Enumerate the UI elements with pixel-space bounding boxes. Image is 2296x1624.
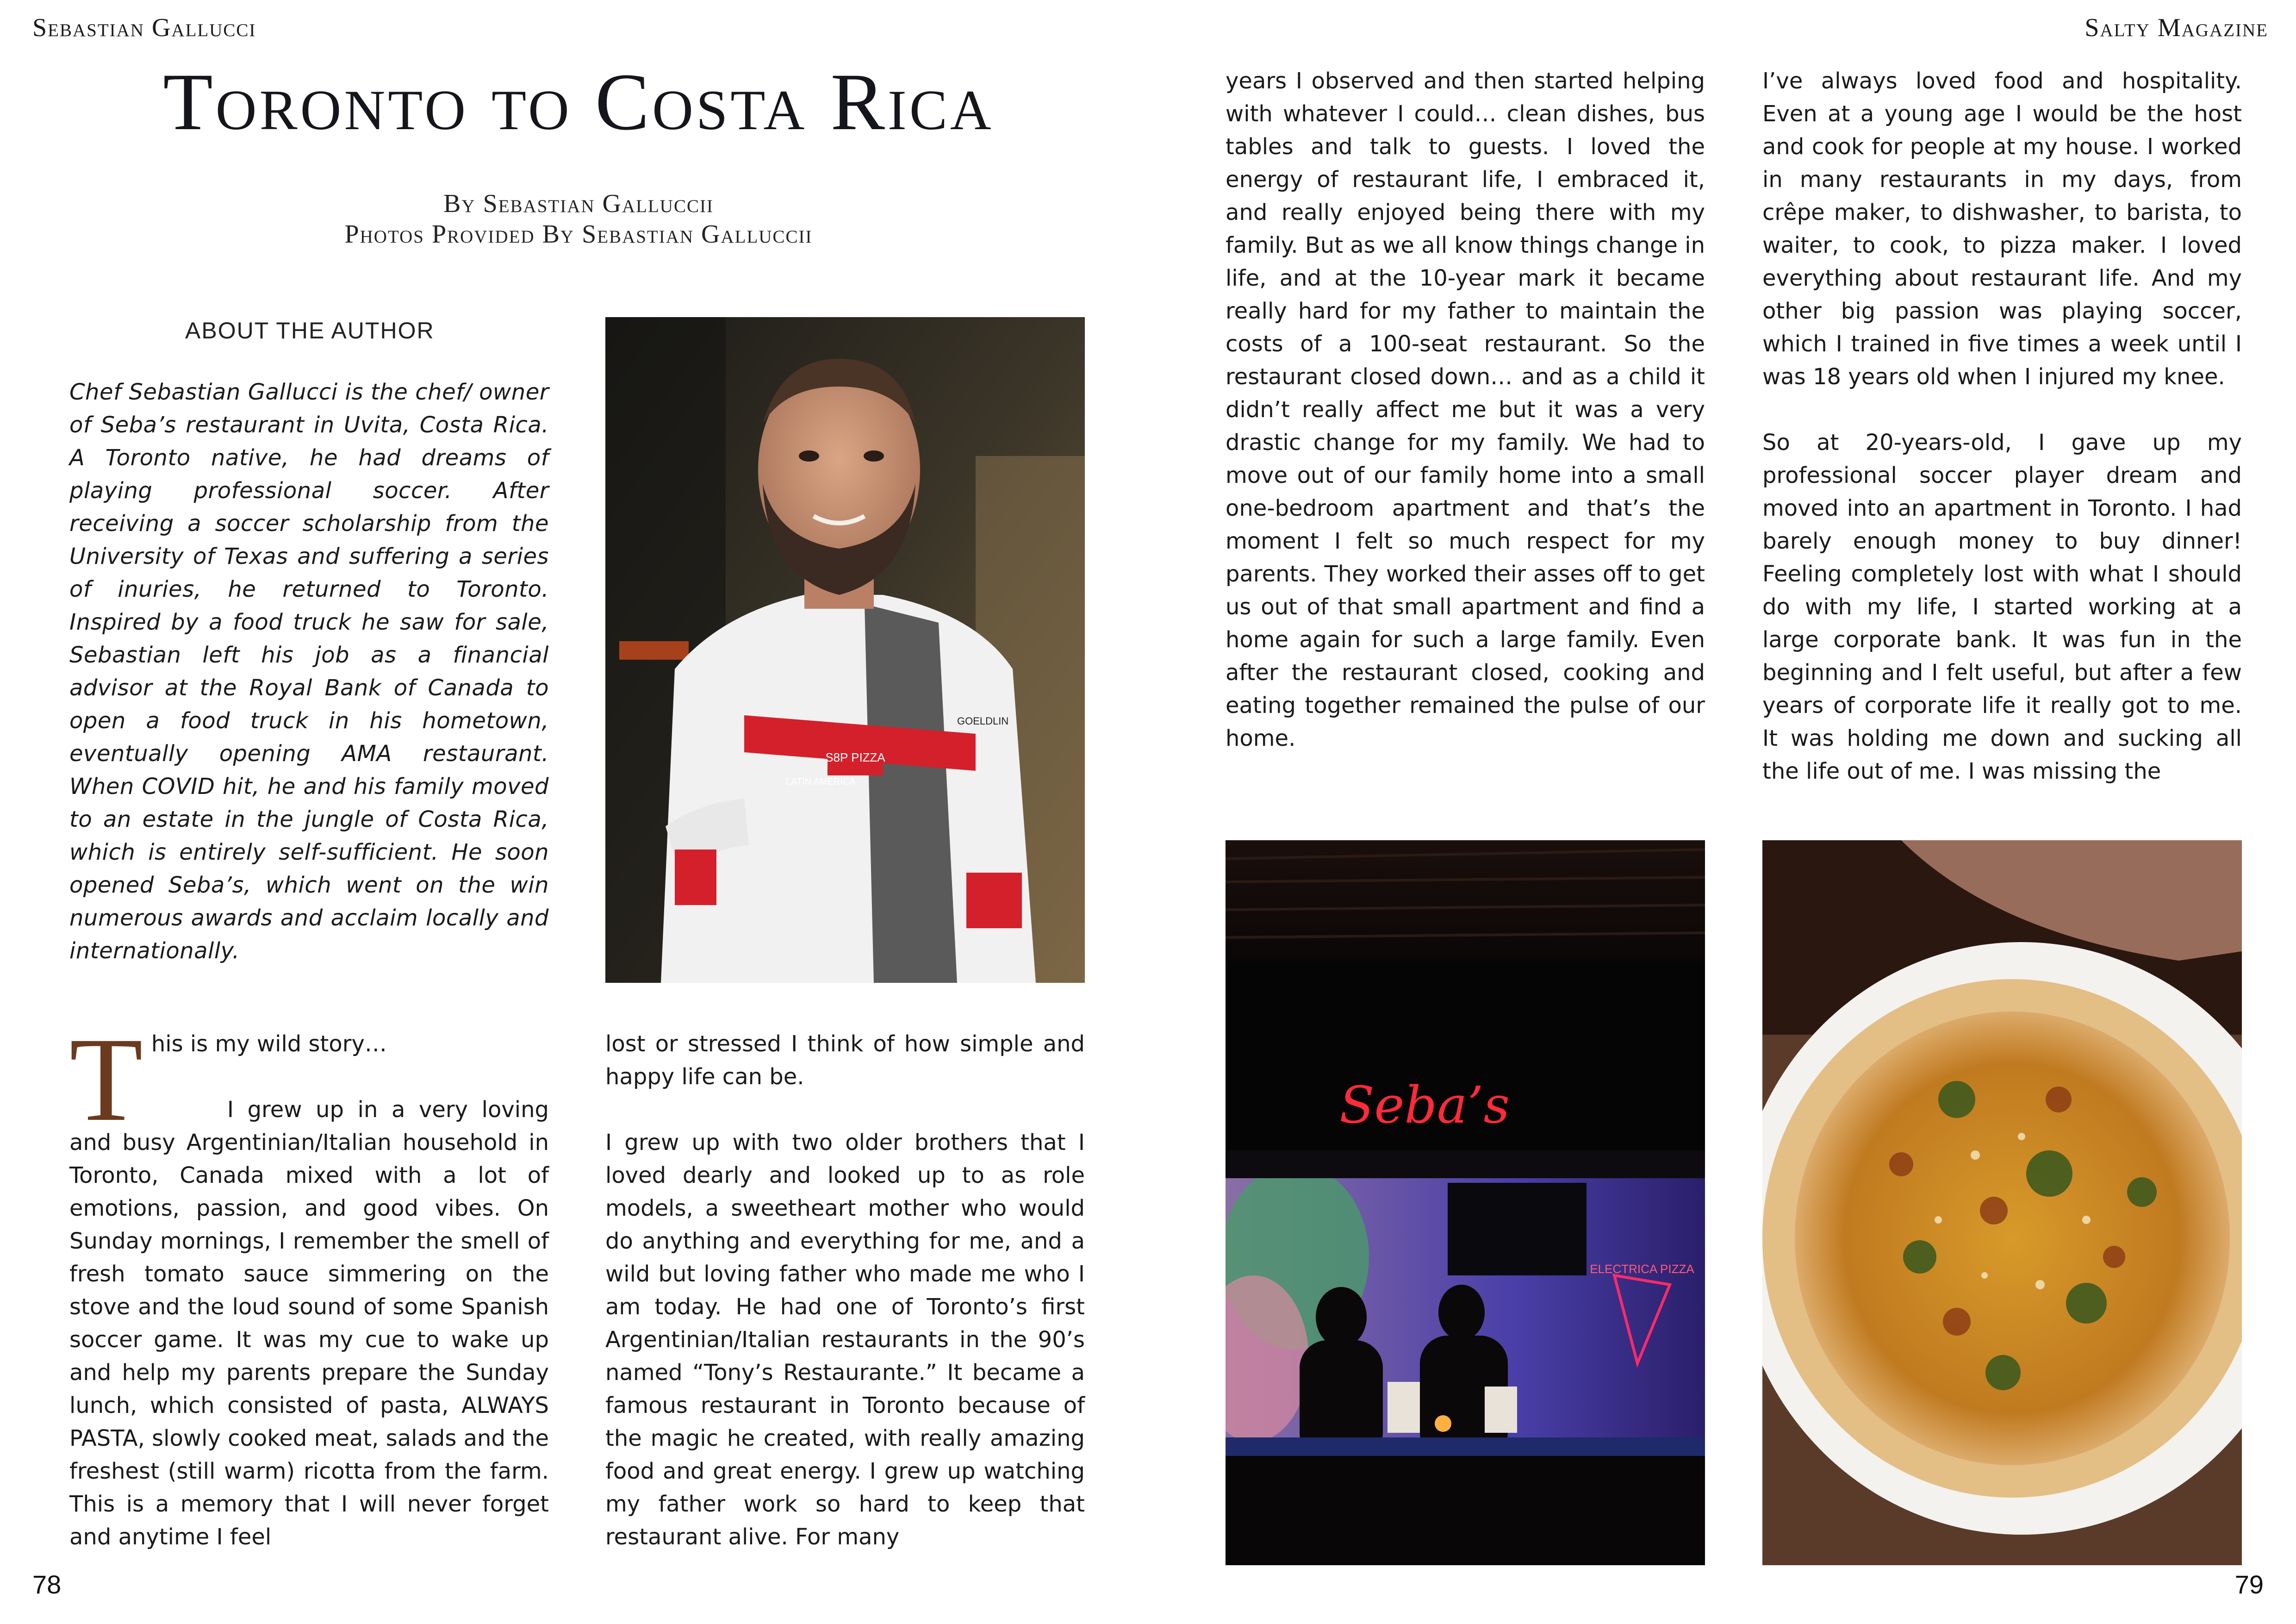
about-heading: ABOUT THE AUTHOR bbox=[185, 318, 435, 344]
story-column-3 bbox=[1226, 65, 1705, 755]
jacket-brand: GOELDLIN bbox=[957, 715, 1009, 727]
story-paragraph: I grew up in a very loving and busy Argentinian/Italian household in Toronto, Canada mixed with a lot of emotions, passion, and good vibes. On Sunday mornings, I remember the smell of fresh tomato sauce simmering on the stove and the loud sound of some Spanish soccer game. It was my cue to wake up and help my parents prepare the Sunday lunch, which consisted of pasta, ALWAYS PASTA, slowly cooked meat, salads and the freshest (still warm) ricotta from the farm. This is a memory that I will never forget and anytime I feel bbox=[69, 1097, 549, 1550]
story-paragraph: I’ve always loved food and hospitality. Even at a young age I would be the host and cook for people at my house. I worked in many restaurants in my days, from crêpe maker, to dishwasher, to barista, to waiter, to cook, to pizza maker. I loved everything about restaurant life. And my other big passion was playing soccer, which I trained in five times a week until I was 18 years old when I injured my knee. bbox=[1762, 68, 2242, 390]
story-paragraph: So at 20-years-old, I gave up my professional soccer player dream and moved into an apartment in Toronto. I had barely enough money to buy dinner! Feeling completely lost with what I should do with my life, I started working at a large corporate bank. It was fun in the beginning and I felt useful, but after a few years of corporate life it really got to me. It was holding me down and sucking all the life out of me. I was missing the bbox=[1762, 430, 2242, 784]
story-paragraph: years I observed and then started helping with whatever I could… clean dishes, bus tables and talk to guests. I loved the energy of restaurant life, I embraced it, and really enjoyed being there with my family. But as we all know things change in life, and at the 10-year mark it became really hard for my father to maintain the costs of a 100-seat restaurant. So the restaurant closed down… and as a child it didn’t really affect me but it was a very drastic change for my family. We had to move out of our family home into a small one-bedroom apartment and that’s the moment I felt so much respect for my parents. They worked their asses off to get us out of that small apartment and find a home again for such a large family. Even after the restaurant closed, cooking and eating together remained the pulse of our home. bbox=[1226, 68, 1705, 751]
story-column-4 bbox=[1762, 65, 2242, 788]
article-title: Toronto to Costa Rica bbox=[163, 57, 994, 147]
byline-photos: Photos Provided By Sebastian Galluccii bbox=[344, 220, 813, 249]
story-column-1 bbox=[69, 1013, 549, 1554]
story-lead: his is my wild story… bbox=[151, 1031, 387, 1057]
jacket-logo: S8P PIZZA bbox=[825, 750, 885, 764]
byline-author: By Sebastian Galluccii bbox=[443, 189, 714, 218]
chef-photo bbox=[605, 317, 1085, 983]
running-header-left: Sebastian Gallucci bbox=[32, 13, 256, 42]
jacket-text: LATIN AMERICA bbox=[786, 777, 856, 787]
story-column-2 bbox=[605, 1028, 1085, 1554]
page-number-left: 78 bbox=[32, 1570, 62, 1599]
pizza-neon-sign: ELECTRICA PIZZA bbox=[1590, 1262, 1694, 1276]
neon-sign: Seba’s bbox=[1339, 1075, 1510, 1135]
pizza-photo bbox=[1762, 840, 2242, 1565]
drop-cap: T bbox=[69, 1013, 143, 1146]
author-bio: Chef Sebastian Gallucci is the chef/ owner of Seba’s restaurant in Uvita, Costa Rica. A Toronto native, he had dreams of playing professional soccer. After receiving a soccer scholarship from the University of Texas and suffering a series of inuries, he returned to Toronto. Inspired by a food truck he saw for sale, Sebastian left his job as a financial advisor at the Royal Bank of Canada to open a food truck in his hometown, eventually opening AMA restaurant. When COVID hit, he and his family moved to an estate in the jungle of Costa Rica, which is entirely self-sufficient. He soon opened Seba’s, which went on the win numerous awards and acclaim locally and internationally. bbox=[69, 379, 549, 964]
page-number-right: 79 bbox=[2234, 1570, 2264, 1599]
story-paragraph: lost or stressed I think of how simple and happy life can be. bbox=[605, 1031, 1085, 1090]
story-paragraph: I grew up with two older brothers that I loved dearly and looked up to as role models, a sweetheart mother who would do anything and everything for me, and a wild but loving father who made me who I am today. He had one of Toronto’s first Argentinian/Italian restaurants in the 90’s named “Tony’s Restaurante.” It became a famous restaurant in Toronto because of the magic he created, with really amazing food and great energy. I grew up watching my father work so hard to keep that restaurant alive. For many bbox=[605, 1130, 1085, 1550]
restaurant-photo bbox=[1226, 840, 1705, 1565]
running-header-right: Salty Magazine bbox=[2084, 13, 2268, 42]
